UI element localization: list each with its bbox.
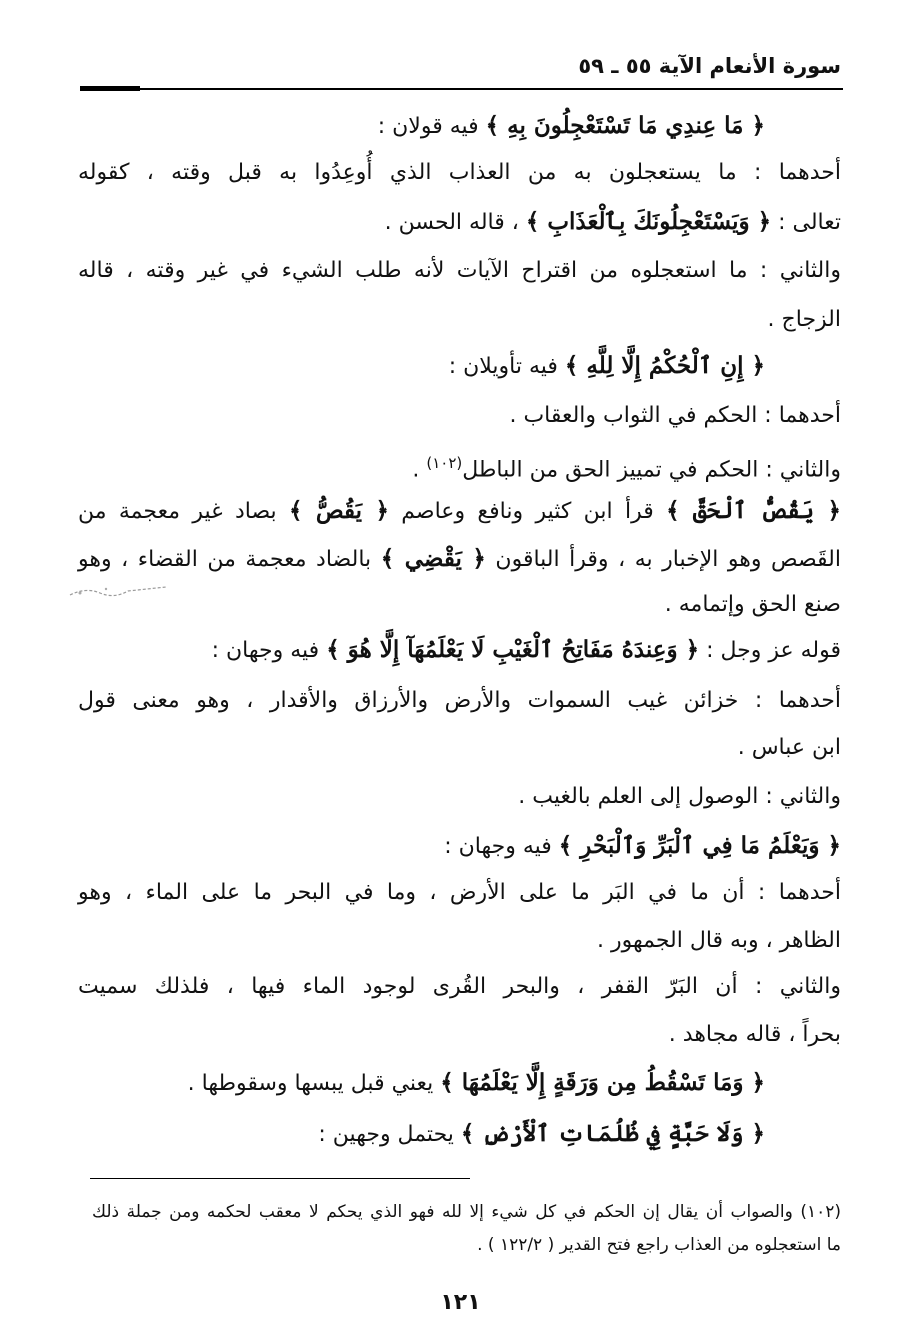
quran-verse: ﴿ يَقُصُّ ٱلْحَقَّ ﴾ xyxy=(666,497,841,524)
commentary-text: بصاد غير معجمة من xyxy=(78,499,290,524)
scan-smudge xyxy=(66,583,172,599)
text-line xyxy=(78,153,841,193)
commentary-text: يحتمل وجهين : xyxy=(318,1122,461,1147)
text-line xyxy=(385,202,841,242)
commentary-text: أحدهما : خزائن غيب السموات والأرض والأرزاق والأقدار ، وهو معنى قول xyxy=(78,688,841,713)
quran-verse: ﴿ وَيَسْتَعْجِلُونَكَ بِٱلْعَذَابِ ﴾ xyxy=(525,208,772,235)
quran-verse: ﴿ وَعِندَهُ مَفَاتِحُ ٱلْغَيْبِ لَا يَعْلَمُهَآ إِلَّا هُوَ ﴾ xyxy=(326,636,700,663)
commentary-text: بالضاد معجمة من القضاء ، وهو xyxy=(78,547,381,572)
commentary-text: القَصص وهو الإخبار به ، وقرأ الباقون xyxy=(485,547,841,572)
commentary-text: والثاني : ما استعجلوه من اقتراح الآيات لأنه طلب الشيء في غير وقته ، قاله xyxy=(78,258,841,283)
footnote-rule xyxy=(90,1178,470,1179)
quran-verse: ﴿ مَا عِندِي مَا تَسْتَعْجِلُونَ بِهِ ﴾ xyxy=(485,112,765,139)
commentary-text: فيه تأويلان : xyxy=(448,354,565,379)
text-line xyxy=(78,539,841,579)
footnote-line xyxy=(477,1230,841,1260)
commentary-text: أحدهما : الحكم في الثواب والعقاب . xyxy=(509,403,841,428)
commentary-text: فيه قولان : xyxy=(377,114,486,139)
text-line xyxy=(509,396,841,436)
quran-verse: ﴿ وَيَعْلَمُ مَا فِي ٱلْبَرِّ وَٱلْبَحْرِ ﴾ xyxy=(558,832,841,859)
text-line xyxy=(449,346,765,386)
commentary-text: فيه وجهان : xyxy=(211,638,327,663)
text-line xyxy=(78,491,841,531)
commentary-text: قوله عز وجل : xyxy=(699,638,841,663)
quran-verse: ﴿ وَلَا حَبَّةٍ فِي ظُلُمَاتِ ٱلْأَرْضِ ﴾ xyxy=(460,1120,765,1147)
text-line xyxy=(597,921,841,961)
text-line xyxy=(188,1063,765,1103)
commentary-text: قرأ ابن كثير ونافع وعاصم xyxy=(388,499,667,524)
commentary-text: بحراً ، قاله مجاهد . xyxy=(668,1022,841,1047)
text-line xyxy=(665,585,841,625)
footnote-text: (١٠٢) والصواب أن يقال إن الحكم في كل شيء إلا لله فهو الذي يحكم لا معقب لحكمه ومن جملة ذلك xyxy=(92,1202,841,1222)
text-line xyxy=(669,1015,841,1055)
commentary-text: أحدهما : أن ما في البَر ما على الأرض ، وما في البحر ما على الماء ، وهو xyxy=(78,880,841,905)
header-rule xyxy=(80,88,843,90)
text-line xyxy=(78,873,841,913)
running-head xyxy=(80,54,841,88)
quran-verse: ﴿ وَمَا تَسْقُطُ مِن وَرَقَةٍ إِلَّا يَعْلَمُهَا ﴾ xyxy=(440,1069,765,1096)
text-line xyxy=(518,777,841,817)
commentary-text: والثاني : الوصول إلى العلم بالغيب . xyxy=(518,784,841,809)
text-line xyxy=(78,967,841,1007)
quran-verse: ﴿ يَقْضِي ﴾ xyxy=(380,545,486,572)
text-line xyxy=(738,728,841,768)
text-line xyxy=(444,826,841,866)
commentary-text: والثاني : الحكم في تمييز الحق من الباطل xyxy=(462,457,841,483)
footnote-text: ما استعجلوه من العذاب راجع فتح القدير ( ١٢٢/٢ ) . xyxy=(477,1235,841,1255)
quran-verse: ﴿ إِنِ ٱلْحُكْمُ إِلَّا لِلَّهِ ﴾ xyxy=(564,352,765,379)
text-line xyxy=(378,106,765,146)
footnote-line xyxy=(92,1197,841,1227)
text-line xyxy=(318,1114,765,1154)
commentary-text: ابن عباس . xyxy=(737,735,841,760)
commentary-text: تعالى : xyxy=(771,210,841,235)
commentary-text: ، قاله الحسن . xyxy=(384,210,526,235)
quran-verse: ﴿ يَقُصُّ ﴾ xyxy=(289,497,389,524)
commentary-text: فيه وجهان : xyxy=(444,834,559,859)
commentary-text: الزجاج . xyxy=(767,307,841,332)
text-line xyxy=(78,251,841,291)
commentary-text: . xyxy=(412,457,427,483)
footnote-reference: (١٠٢) xyxy=(426,454,463,472)
text-line xyxy=(768,300,841,340)
text-line xyxy=(78,681,841,721)
commentary-text: والثاني : أن البَرّ القفر ، والبحر القُرى لوجود الماء فيها ، فلذلك سميت xyxy=(78,974,841,999)
commentary-text: أحدهما : ما يستعجلون به من العذاب الذي أُوعِدُوا به قبل وقته ، كقوله xyxy=(78,160,841,185)
text-line xyxy=(412,443,841,483)
commentary-text: صنع الحق وإتمامه . xyxy=(664,592,841,617)
text-line xyxy=(212,630,841,670)
running-title: سورة الأنعام الآية ٥٥ ـ ٥٩ xyxy=(578,54,841,78)
commentary-text: يعني قبل يبسها وسقوطها . xyxy=(187,1071,441,1096)
commentary-text: الظاهر ، وبه قال الجمهور . xyxy=(597,928,841,953)
page-number: ١٢١ xyxy=(440,1290,481,1315)
